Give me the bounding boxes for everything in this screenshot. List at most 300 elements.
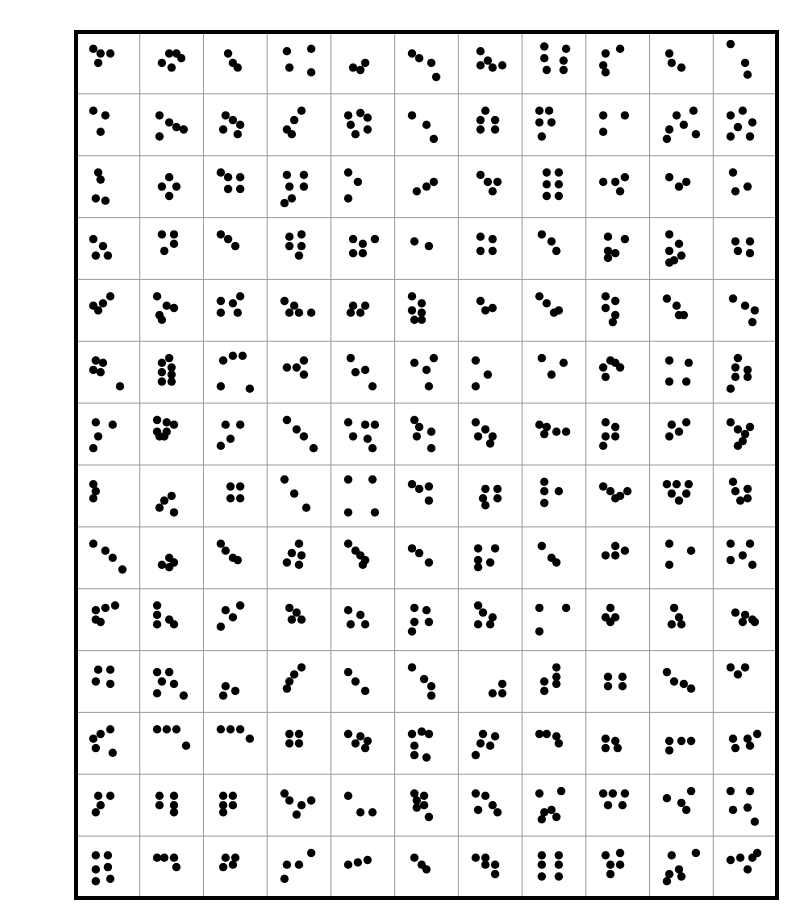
dot bbox=[92, 865, 100, 873]
dot bbox=[217, 309, 225, 317]
dot bbox=[219, 356, 227, 364]
dot bbox=[743, 373, 751, 381]
dot bbox=[104, 863, 112, 871]
dot bbox=[491, 125, 499, 133]
dot bbox=[408, 306, 416, 314]
dot bbox=[665, 561, 673, 569]
dot bbox=[226, 494, 234, 502]
dot bbox=[726, 556, 734, 564]
dot bbox=[158, 316, 166, 324]
dot bbox=[543, 730, 551, 738]
dot bbox=[344, 168, 352, 176]
dot bbox=[221, 547, 229, 555]
dot bbox=[280, 199, 288, 207]
dot bbox=[604, 682, 612, 690]
dot bbox=[347, 309, 355, 317]
dot bbox=[285, 739, 293, 747]
dot bbox=[307, 849, 315, 857]
dot bbox=[234, 63, 242, 71]
dot bbox=[92, 251, 100, 259]
dot bbox=[427, 59, 435, 67]
dot bbox=[221, 606, 229, 614]
dot bbox=[665, 746, 673, 754]
dot bbox=[601, 304, 609, 312]
dot bbox=[488, 235, 496, 243]
dot bbox=[361, 59, 369, 67]
dot bbox=[109, 749, 117, 757]
dot bbox=[498, 689, 506, 697]
dot bbox=[535, 421, 543, 429]
dot bbox=[743, 494, 751, 502]
dot bbox=[158, 359, 166, 367]
dot bbox=[101, 111, 109, 119]
dot bbox=[413, 803, 421, 811]
dot bbox=[217, 442, 225, 450]
dot bbox=[96, 175, 104, 183]
dot bbox=[297, 107, 305, 115]
dot bbox=[89, 540, 97, 548]
dot bbox=[246, 385, 254, 393]
dot bbox=[616, 861, 624, 869]
dot bbox=[283, 861, 291, 869]
dot bbox=[685, 359, 693, 367]
dot bbox=[295, 730, 303, 738]
dot bbox=[92, 606, 100, 614]
dot bbox=[547, 806, 555, 814]
dot bbox=[236, 725, 244, 733]
dot bbox=[486, 558, 494, 566]
dot bbox=[351, 130, 359, 138]
dot bbox=[741, 663, 749, 671]
dot bbox=[410, 316, 418, 324]
dot bbox=[538, 354, 546, 362]
dot bbox=[677, 251, 685, 259]
dot bbox=[540, 478, 548, 486]
dot bbox=[743, 71, 751, 79]
dot bbox=[491, 116, 499, 124]
dot bbox=[552, 558, 560, 566]
dot bbox=[601, 851, 609, 859]
dot bbox=[290, 489, 298, 497]
dot bbox=[363, 435, 371, 443]
dot bbox=[219, 863, 227, 871]
dot bbox=[415, 549, 423, 557]
dot bbox=[552, 247, 560, 255]
dot bbox=[246, 735, 254, 743]
dot bbox=[158, 182, 166, 190]
dot bbox=[677, 799, 685, 807]
dot bbox=[408, 627, 416, 635]
dot bbox=[415, 485, 423, 493]
dot bbox=[493, 178, 501, 186]
dot bbox=[481, 792, 489, 800]
dot bbox=[672, 480, 680, 488]
dot bbox=[599, 111, 607, 119]
dot bbox=[167, 63, 175, 71]
dot bbox=[606, 861, 614, 869]
dot bbox=[167, 492, 175, 500]
dot bbox=[155, 432, 163, 440]
dot bbox=[751, 818, 759, 826]
dot bbox=[488, 63, 496, 71]
dot bbox=[170, 792, 178, 800]
dot bbox=[682, 806, 690, 814]
dot bbox=[601, 432, 609, 440]
dot bbox=[665, 49, 673, 57]
dot bbox=[535, 730, 543, 738]
dot bbox=[557, 787, 565, 795]
dot bbox=[413, 187, 421, 195]
dot bbox=[472, 789, 480, 797]
dot bbox=[665, 258, 673, 266]
dot bbox=[493, 808, 501, 816]
dot bbox=[368, 808, 376, 816]
dot bbox=[292, 608, 300, 616]
dot bbox=[101, 604, 109, 612]
dot bbox=[746, 742, 754, 750]
dot bbox=[599, 178, 607, 186]
dot bbox=[167, 377, 175, 385]
dot bbox=[425, 558, 433, 566]
dot bbox=[180, 691, 188, 699]
dot bbox=[295, 540, 303, 548]
dot bbox=[361, 366, 369, 374]
dot bbox=[599, 363, 607, 371]
dot bbox=[555, 872, 563, 880]
dot bbox=[410, 751, 418, 759]
dot bbox=[344, 540, 352, 548]
dot bbox=[92, 677, 100, 685]
dot bbox=[236, 421, 244, 429]
dot bbox=[599, 789, 607, 797]
dot bbox=[283, 363, 291, 371]
dot bbox=[302, 504, 310, 512]
dot bbox=[361, 687, 369, 695]
dot bbox=[158, 377, 166, 385]
dot bbox=[538, 132, 546, 140]
dot bbox=[746, 249, 754, 257]
dot bbox=[562, 428, 570, 436]
dot bbox=[153, 611, 161, 619]
dot bbox=[734, 670, 742, 678]
dot bbox=[692, 130, 700, 138]
dot bbox=[285, 796, 293, 804]
dot bbox=[675, 428, 683, 436]
dot bbox=[555, 168, 563, 176]
dot bbox=[493, 494, 501, 502]
dot bbox=[618, 673, 626, 681]
dot bbox=[153, 292, 161, 300]
dot bbox=[481, 306, 489, 314]
dot bbox=[741, 59, 749, 67]
dot bbox=[106, 49, 114, 57]
dot bbox=[231, 242, 239, 250]
dot bbox=[94, 432, 102, 440]
dot bbox=[359, 561, 367, 569]
dot bbox=[226, 482, 234, 490]
dot bbox=[601, 735, 609, 743]
dot bbox=[219, 792, 227, 800]
dot bbox=[236, 494, 244, 502]
dot bbox=[481, 485, 489, 493]
dot bbox=[682, 178, 690, 186]
dot bbox=[92, 808, 100, 816]
dot bbox=[158, 230, 166, 238]
dot bbox=[472, 382, 480, 390]
dot bbox=[748, 318, 756, 326]
dot bbox=[535, 789, 543, 797]
dot bbox=[559, 66, 567, 74]
dot bbox=[96, 801, 104, 809]
dot bbox=[729, 168, 737, 176]
dot bbox=[288, 549, 296, 557]
dot bbox=[418, 316, 426, 324]
dot bbox=[89, 735, 97, 743]
dot bbox=[472, 751, 480, 759]
dot bbox=[731, 608, 739, 616]
dot bbox=[606, 604, 614, 612]
dot bbox=[726, 540, 734, 548]
dot bbox=[408, 111, 416, 119]
dot bbox=[283, 171, 291, 179]
dot bbox=[408, 730, 416, 738]
dot bbox=[555, 861, 563, 869]
dot bbox=[217, 623, 225, 631]
dot bbox=[535, 118, 543, 126]
dot bbox=[285, 182, 293, 190]
dot bbox=[295, 309, 303, 317]
dot bbox=[665, 230, 673, 238]
dot bbox=[540, 430, 548, 438]
dot bbox=[96, 730, 104, 738]
dot bbox=[153, 854, 161, 862]
dot bbox=[663, 135, 671, 143]
dot bbox=[663, 877, 671, 885]
dot bbox=[425, 496, 433, 504]
dot bbox=[427, 444, 435, 452]
dot bbox=[543, 299, 551, 307]
dot bbox=[535, 604, 543, 612]
dot bbox=[285, 63, 293, 71]
dot bbox=[410, 416, 418, 424]
dot bbox=[552, 428, 560, 436]
dot bbox=[665, 737, 673, 745]
dot bbox=[422, 865, 430, 873]
dot bbox=[96, 618, 104, 626]
dot bbox=[410, 854, 418, 862]
dot bbox=[748, 118, 756, 126]
dot bbox=[743, 865, 751, 873]
dot bbox=[488, 689, 496, 697]
dot bbox=[349, 432, 357, 440]
dot bbox=[474, 544, 482, 552]
dot bbox=[538, 542, 546, 550]
dot bbox=[731, 744, 739, 752]
dot bbox=[552, 680, 560, 688]
dot bbox=[540, 487, 548, 495]
dot bbox=[621, 547, 629, 555]
dot bbox=[347, 620, 355, 628]
dot bbox=[739, 107, 747, 115]
dot bbox=[601, 373, 609, 381]
dot bbox=[746, 237, 754, 245]
dot bbox=[280, 475, 288, 483]
dot bbox=[236, 292, 244, 300]
dot bbox=[347, 121, 355, 129]
dot bbox=[344, 508, 352, 516]
dot bbox=[92, 877, 100, 885]
dot bbox=[172, 725, 180, 733]
dot bbox=[371, 421, 379, 429]
dot bbox=[89, 45, 97, 53]
dot bbox=[734, 425, 742, 433]
dot bbox=[476, 233, 484, 241]
dot bbox=[307, 45, 315, 53]
dot bbox=[753, 730, 761, 738]
dot bbox=[427, 682, 435, 690]
dot bbox=[491, 544, 499, 552]
dot bbox=[283, 416, 291, 424]
dot bbox=[535, 627, 543, 635]
dot bbox=[295, 251, 303, 259]
dot bbox=[687, 737, 695, 745]
dot bbox=[158, 59, 166, 67]
dot bbox=[182, 742, 190, 750]
dot bbox=[158, 368, 166, 376]
dot bbox=[675, 182, 683, 190]
dot bbox=[219, 808, 227, 816]
dot bbox=[354, 178, 362, 186]
dot bbox=[170, 620, 178, 628]
dot bbox=[488, 304, 496, 312]
dot bbox=[552, 663, 560, 671]
dot bbox=[540, 42, 548, 50]
dot bbox=[484, 56, 492, 64]
dot bbox=[555, 739, 563, 747]
dot bbox=[217, 297, 225, 305]
dot bbox=[726, 856, 734, 864]
dot bbox=[476, 247, 484, 255]
dot bbox=[731, 237, 739, 245]
dot bbox=[170, 558, 178, 566]
dot bbox=[474, 601, 482, 609]
dot bbox=[351, 368, 359, 376]
dot bbox=[217, 725, 225, 733]
dot bbox=[415, 54, 423, 62]
dot bbox=[677, 872, 685, 880]
dot bbox=[663, 294, 671, 302]
dot bbox=[224, 185, 232, 193]
dot bbox=[672, 302, 680, 310]
dot bbox=[726, 40, 734, 48]
dot bbox=[288, 130, 296, 138]
dot bbox=[344, 194, 352, 202]
dot bbox=[170, 508, 178, 516]
dot bbox=[623, 487, 631, 495]
dot bbox=[663, 480, 671, 488]
dot bbox=[410, 237, 418, 245]
dot bbox=[540, 499, 548, 507]
dot bbox=[748, 561, 756, 569]
dot bbox=[229, 299, 237, 307]
dot bbox=[158, 561, 166, 569]
dot bbox=[476, 116, 484, 124]
dot bbox=[687, 787, 695, 795]
dot bbox=[665, 247, 673, 255]
dot bbox=[689, 107, 697, 115]
dot bbox=[736, 496, 744, 504]
dot bbox=[300, 356, 308, 364]
dot bbox=[280, 875, 288, 883]
dot bbox=[739, 551, 747, 559]
dot bbox=[116, 382, 124, 390]
dot bbox=[219, 125, 227, 133]
dot bbox=[538, 861, 546, 869]
dot bbox=[160, 854, 168, 862]
dot bbox=[349, 235, 357, 243]
dot bbox=[410, 618, 418, 626]
dot bbox=[356, 109, 364, 117]
dot bbox=[290, 302, 298, 310]
dot bbox=[472, 418, 480, 426]
dot bbox=[481, 501, 489, 509]
dot bbox=[163, 418, 171, 426]
dot bbox=[361, 302, 369, 310]
dot bbox=[736, 854, 744, 862]
dot bbox=[668, 851, 676, 859]
dot bbox=[295, 561, 303, 569]
dot bbox=[731, 373, 739, 381]
dot bbox=[236, 173, 244, 181]
dot bbox=[427, 428, 435, 436]
dot bbox=[538, 815, 546, 823]
dot bbox=[685, 480, 693, 488]
dot bbox=[476, 125, 484, 133]
dot bbox=[297, 230, 305, 238]
dot bbox=[425, 618, 433, 626]
dot bbox=[729, 294, 737, 302]
dot bbox=[292, 810, 300, 818]
dot bbox=[92, 744, 100, 752]
dot bbox=[476, 739, 484, 747]
dot bbox=[668, 489, 676, 497]
dot bbox=[562, 45, 570, 53]
dot bbox=[300, 432, 308, 440]
dot bbox=[153, 416, 161, 424]
dot bbox=[430, 178, 438, 186]
dot bbox=[283, 47, 291, 55]
dot bbox=[545, 107, 553, 115]
dot bbox=[663, 794, 671, 802]
dot bbox=[165, 354, 173, 362]
dot bbox=[491, 732, 499, 740]
dot bbox=[109, 421, 117, 429]
dot bbox=[731, 487, 739, 495]
dot bbox=[307, 68, 315, 76]
dot bbox=[611, 494, 619, 502]
dot bbox=[498, 680, 506, 688]
dot bbox=[543, 192, 551, 200]
dot bbox=[356, 611, 364, 619]
dot bbox=[675, 311, 683, 319]
dot bbox=[663, 668, 671, 676]
dot bbox=[611, 249, 619, 257]
dot bbox=[300, 182, 308, 190]
dot bbox=[665, 432, 673, 440]
dot bbox=[601, 68, 609, 76]
dot bbox=[726, 111, 734, 119]
dot bbox=[155, 504, 163, 512]
